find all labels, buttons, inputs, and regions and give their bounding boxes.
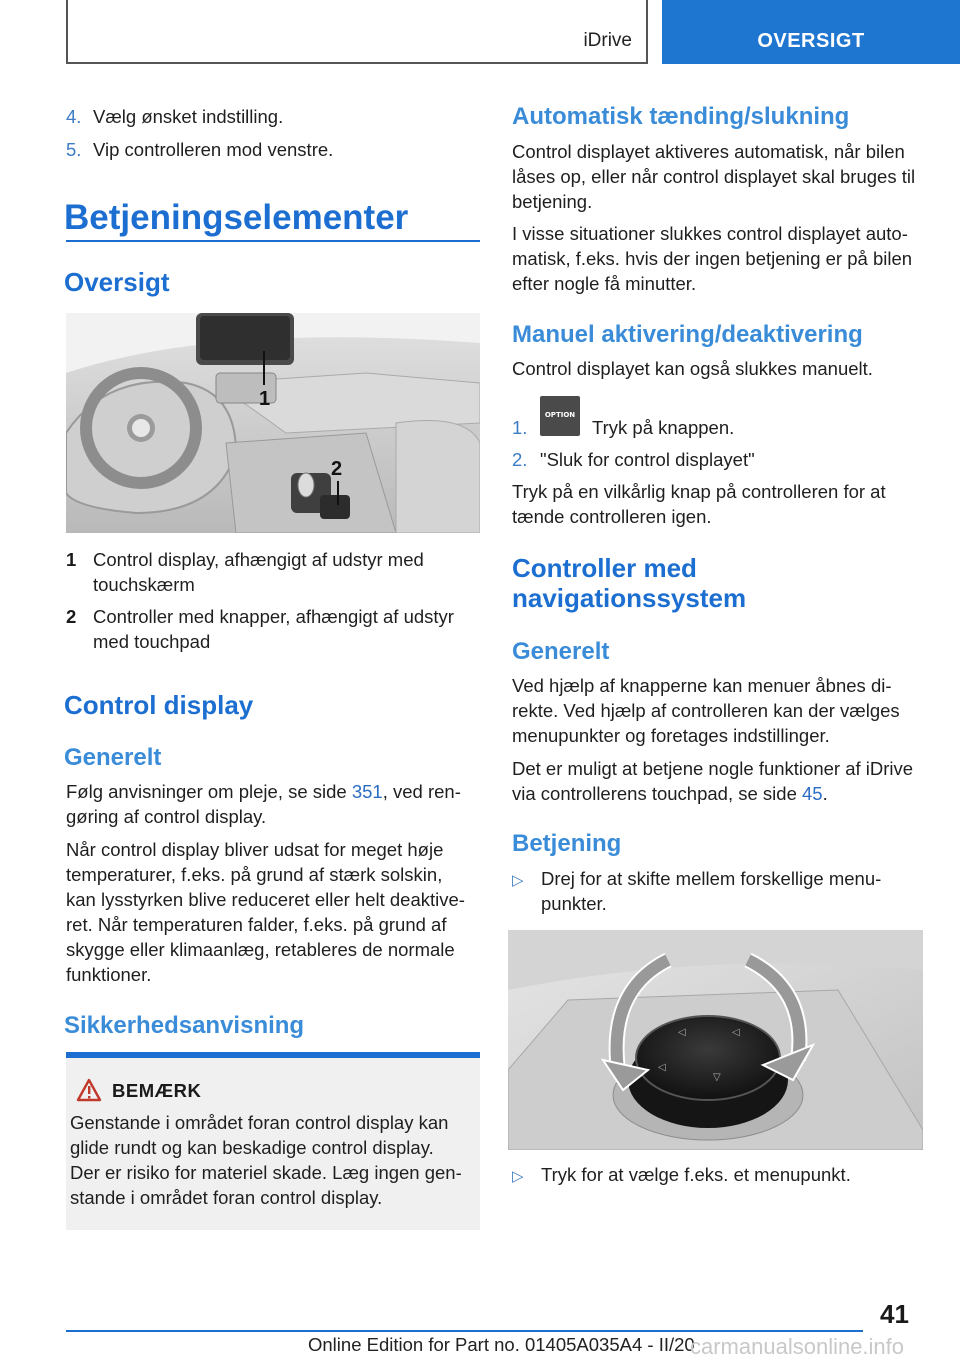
text-line: efter nogle få minutter. [512,273,697,294]
manuel-paragraph: Control displayet kan også slukkes manuelt. [512,358,873,379]
manuel-step-2-text: "Sluk for control displayet" [540,449,755,470]
legend-item-1 [66,547,76,572]
note-text [70,1110,462,1210]
text-line: stande i området foran control display. [70,1187,383,1208]
main-heading: Betjeningselementer [64,198,409,237]
text-span: , ved ren- [382,781,461,802]
generelt-paragraph-1 [66,779,461,829]
svg-text:◁: ◁ [678,1027,686,1038]
step-number: 2. [512,449,528,470]
step-number: 1. [512,417,528,438]
legend-number: 2 [66,606,77,627]
text-line: Drej for at skifte mellem forskellige menu- [541,868,882,889]
legend-text-2 [93,604,454,654]
bullet-2-text: Tryk for at vælge f.eks. et menupunkt. [541,1164,851,1185]
text-line: I visse situationer slukkes control displayet auto- [512,223,908,244]
manuel-heading: Manuel aktivering/deaktivering [512,321,863,348]
sikkerhed-heading: Sikkerhedsanvisning [64,1012,305,1039]
page-link-351[interactable]: 351 [351,781,383,802]
legend-line: touchskærm [93,574,195,595]
generelt-right-paragraph-2 [512,756,913,806]
step-text: Vælg ønsket indstilling. [93,106,284,127]
manuel-step-2 [512,447,527,472]
generelt-heading-left: Generelt [64,744,162,771]
step-number: 5. [66,139,82,160]
text-line: Genstande i området foran control display kan [70,1112,449,1133]
legend-line: med touchpad [93,631,211,652]
text-line: Der er risiko for materiel skade. Læg ingen gen- [70,1162,462,1183]
heading-rule [66,240,480,242]
figure-callout-1: 1 [259,388,271,410]
header-section-tab [662,0,960,64]
text-line: glide rundt og kan beskadige control display. [70,1137,434,1158]
legend-item-2 [66,604,76,629]
svg-text:▽: ▽ [713,1072,721,1083]
step-5 [66,137,334,162]
text-span: Følg anvisninger om pleje, se side [66,781,352,802]
manuel-step-1 [512,415,527,440]
step-text: Vip controlleren mod venstre. [93,139,334,160]
note-title: BEMÆRK [112,1080,202,1101]
generelt-heading-right: Generelt [512,638,610,665]
betjening-heading: Betjening [512,830,622,857]
text-span: . [822,783,828,804]
auto-paragraph-1 [512,139,915,214]
cockpit-illustration [66,313,480,533]
bullet-1-text [541,866,881,916]
bullet-1 [512,866,524,893]
text-line: låses op, eller når control displayet skal bruges til [512,166,916,187]
warning-triangle-icon [76,1078,102,1102]
text-span: via controllerens touchpad, se side [512,783,803,804]
text-line: matisk, f.eks. hvis der ingen betjening er på bilen [512,248,913,269]
section-oversigt-heading: Oversigt [64,267,170,297]
text-line: funktioner. [66,964,152,985]
header-section-label: OVERSIGT [757,30,865,52]
page-link-45[interactable]: 45 [802,783,823,804]
legend-line: Controller med knapper, afhængigt af udstyr [93,606,454,627]
option-button-icon [540,396,580,436]
text-line: Control displayet aktiveres automatisk, når bilen [512,141,905,162]
text-line: skygge eller klimaanlæg, retableres de normale [66,939,455,960]
bullet-2 [512,1162,524,1189]
controller-illustration [508,930,923,1150]
heading-line: Controller med [512,553,697,583]
auto-paragraph-2 [512,221,912,296]
text-line: Tryk på en vilkårlig knap på controlleren for at [512,481,886,502]
cockpit-image [66,313,480,533]
text-line: temperaturer, f.eks. på grund af stærk solskin, [66,864,443,885]
controller-heading [512,553,746,613]
step-number: 4. [66,106,82,127]
heading-line: navigationssystem [512,583,747,613]
text-line: kan lysstyrken blive reduceret eller helt deaktive- [66,889,465,910]
footer-edition-text: Online Edition for Part no. 01405A035A4 - II/20 [308,1334,695,1355]
text-line: betjening. [512,191,593,212]
header-left-tab [66,0,648,64]
watermark: carmanualsonline.info [690,1334,905,1359]
svg-text:◁: ◁ [658,1062,666,1073]
text-line: Når control display bliver udsat for meget høje [66,839,444,860]
legend-text-1 [93,547,424,597]
generelt-right-paragraph-1 [512,673,900,748]
note-box [66,1052,480,1230]
legend-number: 1 [66,549,77,570]
text-line: ret. Når temperaturen falder, f.eks. på grund af [66,914,447,935]
manuel-step-1-text: Tryk på knappen. [592,417,735,438]
generelt-paragraph-2 [66,837,465,987]
text-line: tænde controlleren igen. [512,506,712,527]
auto-heading: Automatisk tænding/slukning [512,103,850,130]
bullet-triangle-icon: ▷ [512,872,524,889]
text-line: menupunkter og foretages indstillinger. [512,725,830,746]
text-line: Det er muligt at betjene nogle funktioner af iDrive [512,758,914,779]
text-line: Ved hjælp af knapperne kan menuer åbnes di- [512,675,892,696]
header-idrive-label: iDrive [583,30,632,51]
option-button-label: OPTION [544,411,576,419]
svg-text:◁: ◁ [732,1027,740,1038]
page-number: 41 [880,1299,909,1329]
legend-line: Control display, afhængigt af udstyr med [93,549,424,570]
manuel-paragraph-2 [512,479,886,529]
text-line: punkter. [541,893,607,914]
text-line: gøring af control display. [66,806,267,827]
footer-rule [66,1330,863,1332]
bullet-triangle-icon: ▷ [512,1168,524,1185]
section-control-display-heading: Control display [64,690,254,720]
step-4 [66,104,284,129]
figure-callout-2: 2 [331,458,343,480]
controller-image [508,930,923,1150]
text-line: rekte. Ved hjælp af controlleren kan der vælges [512,700,900,721]
